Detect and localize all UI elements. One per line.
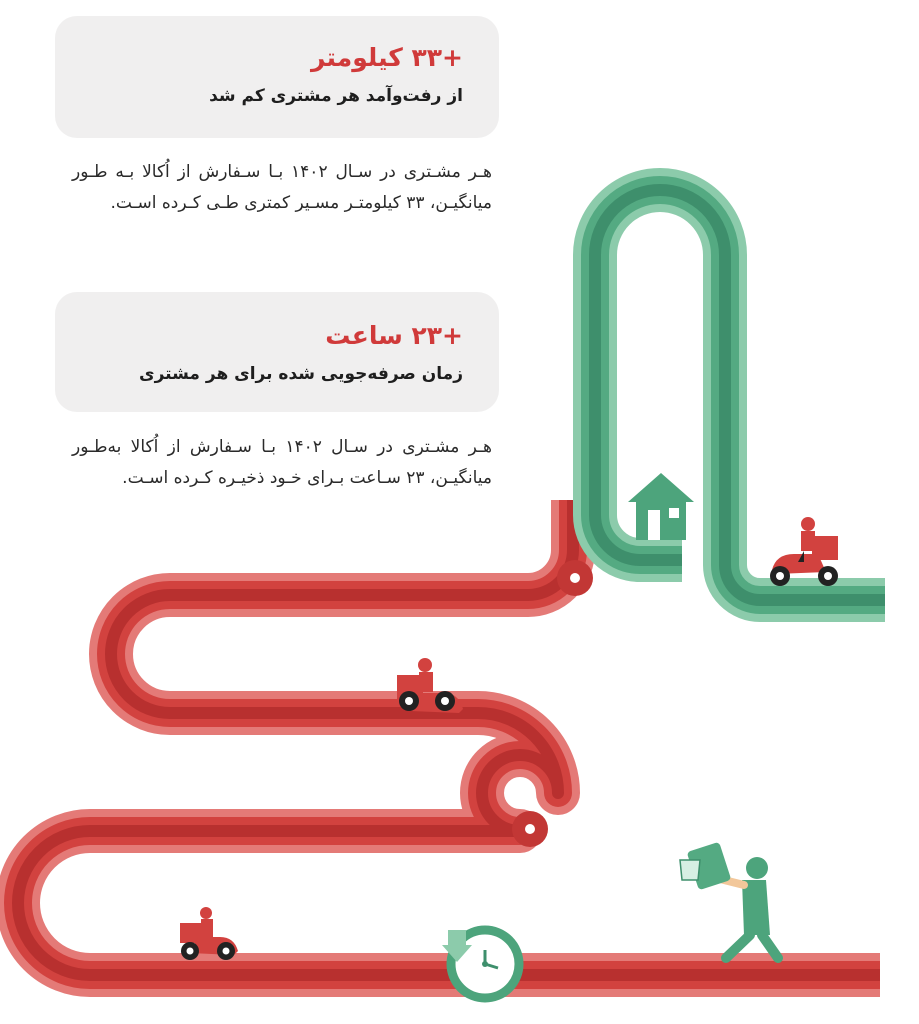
stat-title-time: +۲۳ ساعت — [325, 321, 463, 350]
stat-description-distance: هـر مشـتری در سـال ۱۴۰۲ بـا سـفارش از اُکالا بـه طـور میانگیـن، ۳۳ کیلومتـر مسـیر کمتری طـی کـرده اسـت. — [72, 162, 492, 213]
house-icon — [628, 473, 694, 540]
delivery-scooter-icon — [180, 907, 238, 960]
courier-carrying-package-icon — [680, 842, 778, 958]
delivery-scooter-icon — [397, 658, 463, 713]
stat-title-distance: +۳۳ کیلومتر — [310, 43, 463, 72]
delivery-scooter-icon — [770, 517, 838, 586]
stat-subtitle-distance: از رفت‌وآمد هر مشتری کم شد — [209, 86, 463, 106]
stat-subtitle-time: زمان صرفه‌جویی شده برای هر مشتری — [139, 364, 463, 384]
shopping-bag-icon — [680, 860, 700, 880]
stat-description-time: هـر مشـتری در سـال ۱۴۰۲ بـا سـفارش از اُکالا به‌طـور میانگیـن، ۲۳ سـاعت بـرای خـود ذخیـره کـرده اسـت. — [72, 437, 492, 488]
